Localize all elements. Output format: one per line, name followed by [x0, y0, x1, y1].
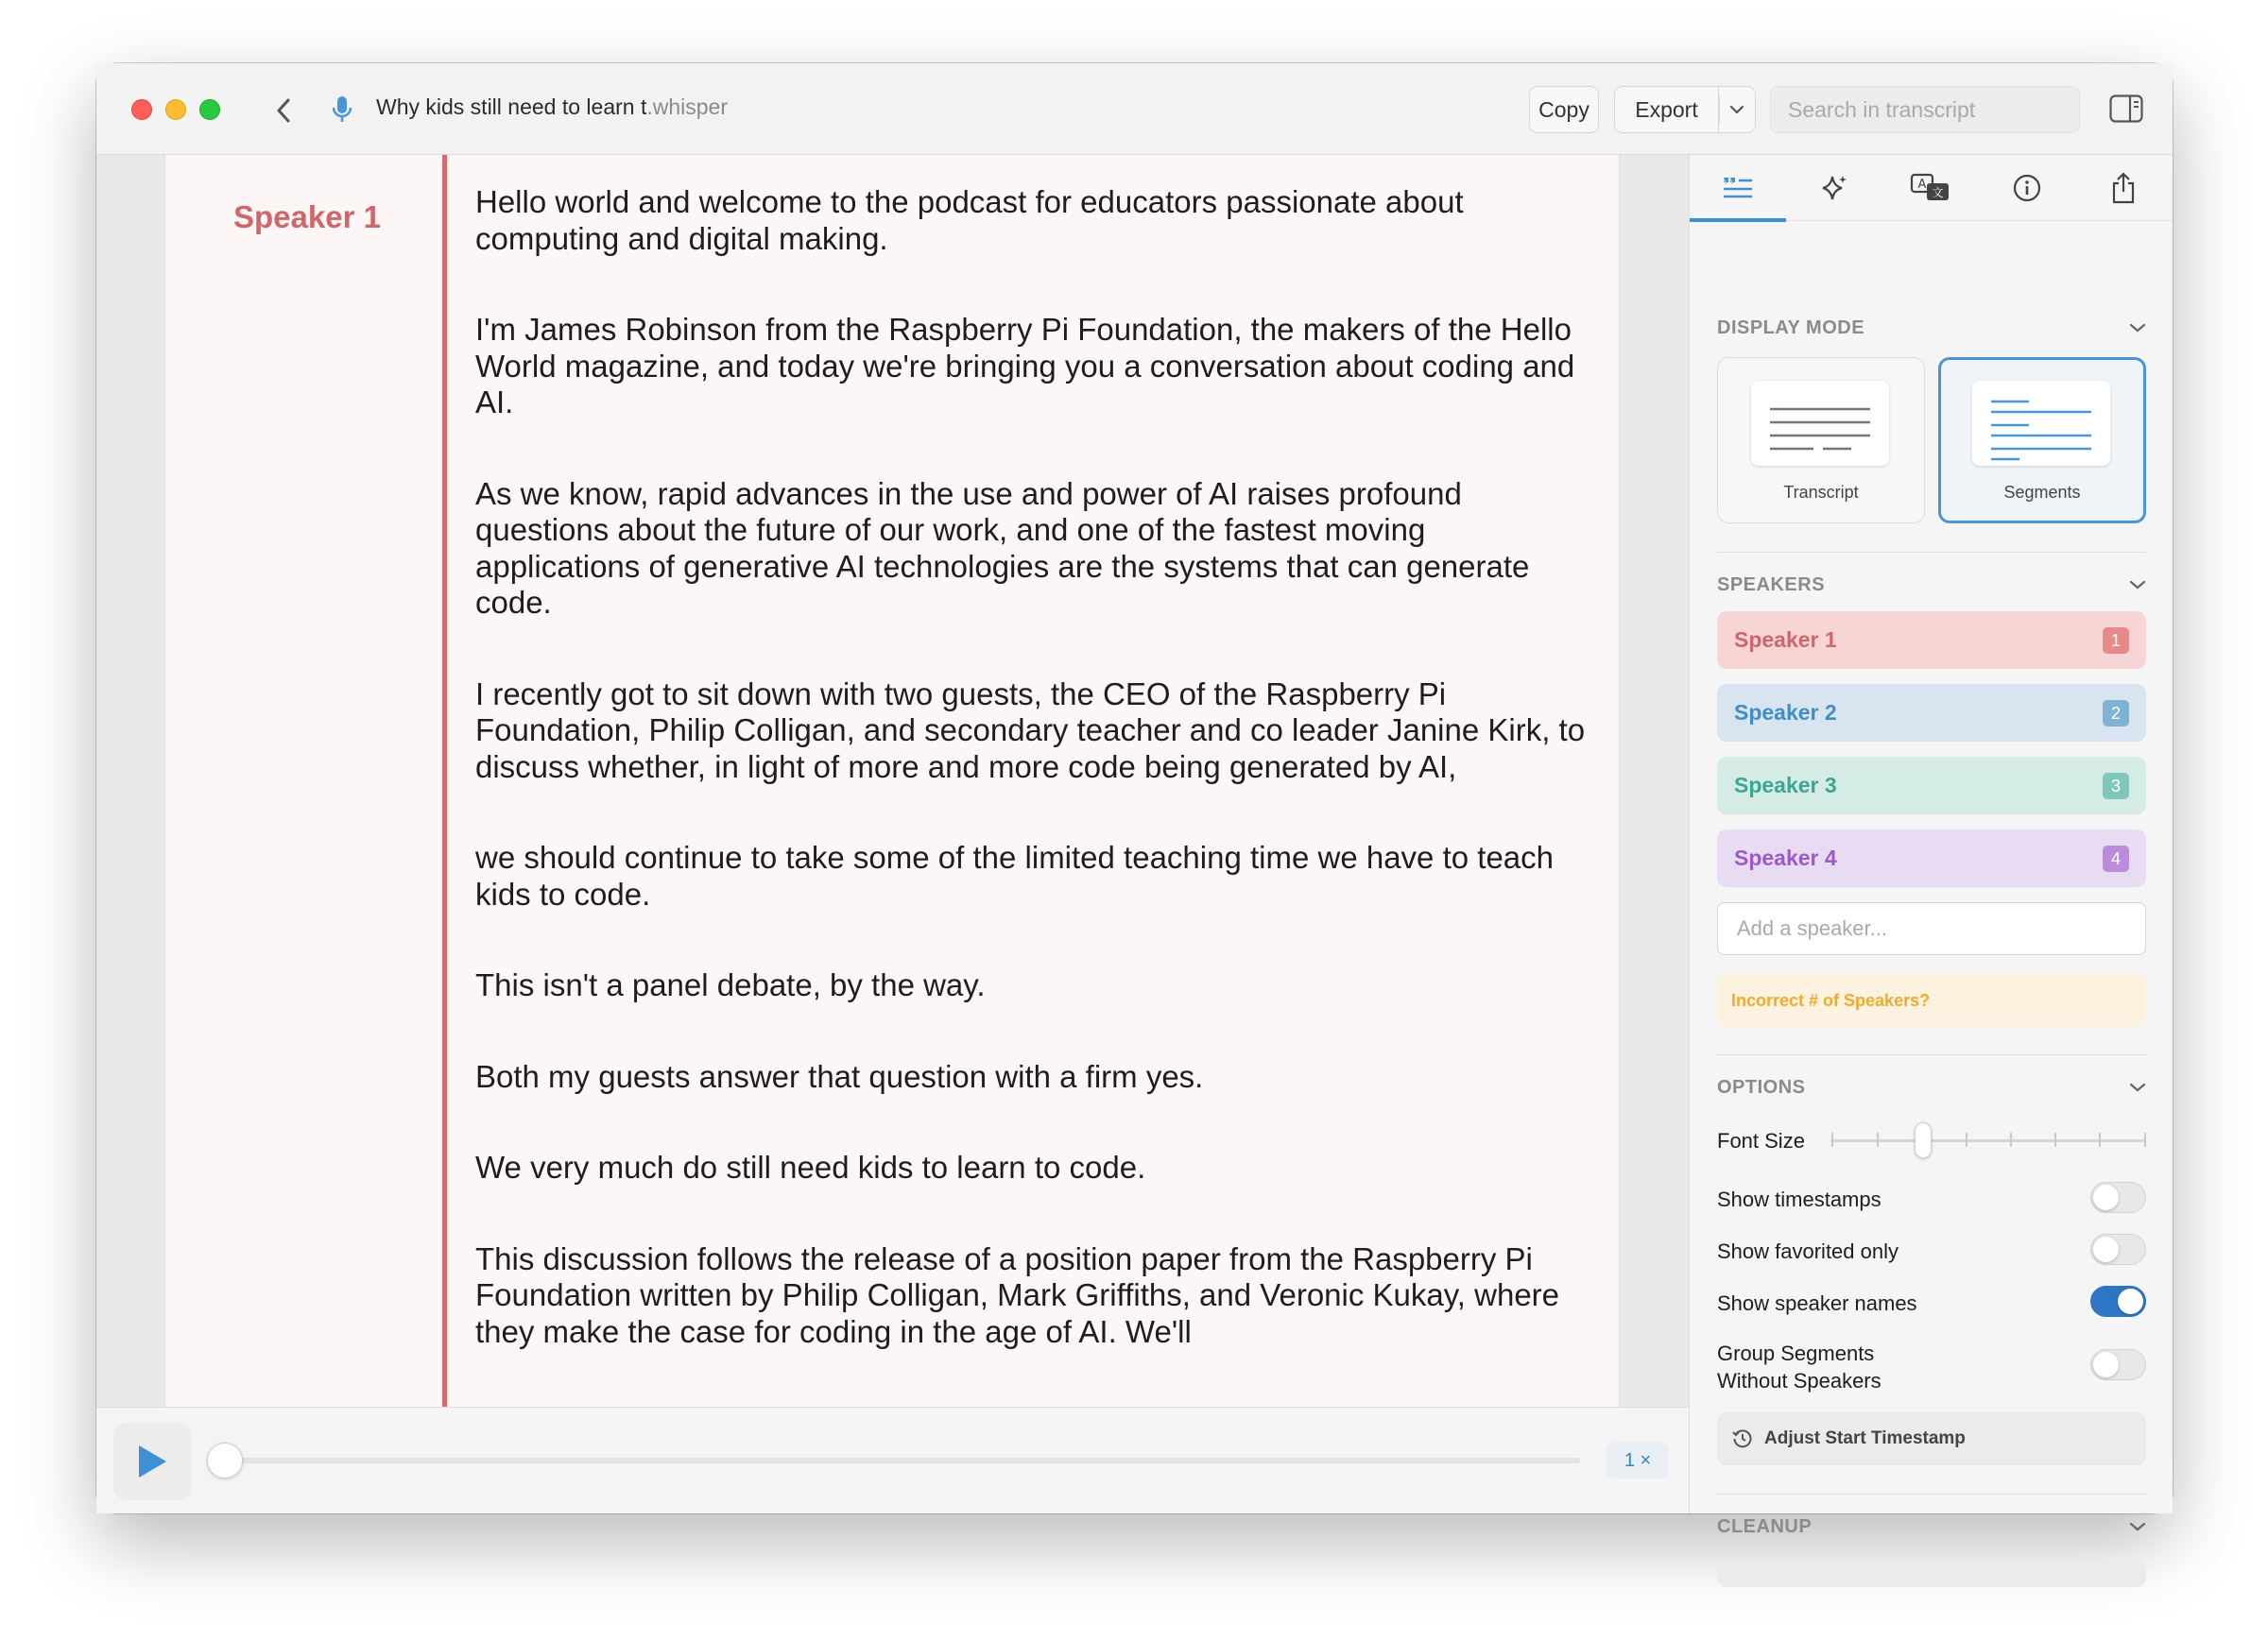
transcript-segment[interactable]: We very much do still need kids to learn to code.: [475, 1150, 1146, 1185]
display-mode-label: Segments: [2003, 483, 2081, 502]
options-header[interactable]: [1717, 1073, 2146, 1102]
speaker-item-label: Speaker 4: [1734, 846, 1837, 870]
svg-text:文: 文: [1932, 186, 1944, 199]
transcript-segment[interactable]: we should continue to take some of the limited teaching time we have to teach kids to code.: [475, 840, 1554, 912]
display-mode-header[interactable]: [1717, 314, 2146, 342]
display-mode-heading: DISPLAY MODE: [1717, 316, 1865, 338]
tab-ai[interactable]: [1786, 155, 1882, 221]
adjust-start-timestamp-button[interactable]: [1717, 1412, 2146, 1465]
speaker-badge: 1: [2103, 627, 2129, 654]
chevron-down-icon: [2129, 579, 2146, 590]
display-mode-segments[interactable]: [1938, 357, 2146, 523]
search-input[interactable]: [1770, 86, 2080, 133]
sparkles-icon: [1819, 173, 1849, 203]
transcript-segment[interactable]: I recently got to sit down with two guests, the CEO of the Raspberry Pi Foundation, Philip Colligan, and secondary teacher and co leader Janine Kirk, to discuss whether, in light of more and more code being generated by AI,: [475, 675, 1586, 784]
cleanup-heading: CLEANUP: [1717, 1515, 1813, 1537]
tab-share[interactable]: [2075, 155, 2172, 221]
zoom-window-button[interactable]: [199, 99, 220, 120]
speaker-item-label: Speaker 1: [1734, 627, 1837, 652]
chevron-down-icon: [2129, 1521, 2146, 1532]
chevron-down-icon: [1729, 105, 1744, 114]
sidebar-toggle-icon[interactable]: [2109, 94, 2143, 123]
tab-segments[interactable]: [1690, 155, 1786, 221]
incorrect-speakers-button[interactable]: Incorrect # of Speakers?: [1717, 974, 2146, 1027]
slider-tick: [1831, 1133, 1833, 1147]
tab-translate[interactable]: [1882, 155, 1979, 221]
export-menu-button[interactable]: [1718, 86, 1756, 133]
speaker-badge: 2: [2103, 700, 2129, 726]
show-timestamps-toggle[interactable]: [2090, 1182, 2146, 1213]
speaker-item-label: Speaker 3: [1734, 773, 1837, 797]
section-divider: [1717, 1494, 2146, 1495]
display-mode-label: Transcript: [1783, 483, 1859, 502]
group-segments-label: [1717, 1340, 1881, 1394]
add-speaker-input[interactable]: [1717, 902, 2146, 955]
tab-info[interactable]: [1979, 155, 2075, 221]
transcript-area: [96, 155, 1689, 1407]
speaker-badge: 3: [2103, 773, 2129, 799]
title-bar: [96, 63, 2173, 155]
back-button[interactable]: [265, 92, 302, 129]
document-title: Why kids still need to learn t.whisper: [376, 94, 728, 119]
section-divider: [1717, 1054, 2146, 1055]
options-heading: OPTIONS: [1717, 1076, 1806, 1098]
font-size-slider-knob[interactable]: [1915, 1122, 1932, 1158]
transcript-segment[interactable]: I'm James Robinson from the Raspberry Pi Foundation, the makers of the Hello World magazine, and today we're bringing you a conversation about coding and AI.: [475, 312, 1575, 419]
audio-player: [96, 1407, 1689, 1513]
speakers-heading: SPEAKERS: [1717, 573, 1826, 595]
chevron-down-icon: [2129, 1082, 2146, 1093]
minimize-window-button[interactable]: [165, 99, 186, 120]
clock-reset-icon: [1732, 1428, 1753, 1449]
speaker-item-3[interactable]: [1717, 757, 2146, 814]
font-size-label: Font Size: [1717, 1129, 1805, 1153]
playback-track[interactable]: [210, 1458, 1580, 1463]
transcript-segment[interactable]: Hello world and welcome to the podcast for educators passionate about computing and digital making.: [475, 184, 1464, 256]
share-icon: [2109, 171, 2138, 205]
group-segments-label-line2: Without Speakers: [1717, 1369, 1881, 1393]
microphone-icon: [331, 94, 353, 125]
display-mode-transcript[interactable]: [1717, 357, 1925, 523]
speakers-header[interactable]: [1717, 571, 2146, 599]
transcript-segment[interactable]: Both my guests answer that question with a firm yes.: [475, 1058, 1204, 1094]
show-speaker-names-toggle[interactable]: [2090, 1286, 2146, 1317]
close-window-button[interactable]: [131, 99, 152, 120]
inspector-panel: [1689, 155, 2173, 1537]
segment-list: [475, 184, 1586, 1496]
slider-tick: [1877, 1133, 1879, 1147]
translate-icon: [1910, 172, 1951, 204]
transcript-thumbnail: [1751, 381, 1889, 466]
show-speaker-names-label: Show speaker names: [1717, 1291, 1917, 1315]
playback-knob[interactable]: [207, 1443, 243, 1479]
slider-tick: [1966, 1133, 1967, 1147]
group-segments-label-line1: Group Segments: [1717, 1342, 1875, 1365]
transcript-segment[interactable]: This isn't a panel debate, by the way.: [475, 967, 986, 1002]
copy-button[interactable]: Copy: [1529, 86, 1599, 133]
section-divider: [1717, 552, 2146, 553]
segments-list-icon: [1721, 174, 1755, 202]
document-extension: .whisper: [646, 94, 728, 119]
cleanup-header[interactable]: [1717, 1513, 2146, 1541]
group-segments-toggle[interactable]: [2090, 1349, 2146, 1380]
transcript-segment[interactable]: This discussion follows the release of a position paper from the Raspberry Pi Foundation written by Philip Colligan, Mark Griffiths, and Veronic Kukay, where they make the case for coding in the age of AI. We'll: [475, 1240, 1560, 1349]
show-favorited-toggle[interactable]: [2090, 1234, 2146, 1265]
speaker-item-label: Speaker 2: [1734, 700, 1837, 725]
speaker-badge: 4: [2103, 846, 2129, 872]
transcript-segment[interactable]: As we know, rapid advances in the use and power of AI raises profound questions about the future of our work, and one of the fastest moving applications of generative AI technologies are the systems that can generate code.: [475, 475, 1530, 620]
speaker-color-bar: [442, 155, 447, 1407]
chevron-left-icon: [275, 97, 292, 124]
export-button[interactable]: Export: [1614, 86, 1718, 133]
cleanup-content: [1717, 1559, 2146, 1587]
show-favorited-label: Show favorited only: [1717, 1239, 1899, 1263]
info-icon: [2012, 173, 2042, 203]
speaker-item-4[interactable]: [1717, 829, 2146, 887]
speaker-item-1[interactable]: [1717, 611, 2146, 669]
segments-thumbnail: [1972, 381, 2110, 466]
app-window: [96, 63, 2173, 1537]
slider-tick: [2099, 1133, 2101, 1147]
adjust-start-timestamp-label: Adjust Start Timestamp: [1764, 1428, 1966, 1448]
slider-tick: [2010, 1133, 2012, 1147]
playback-speed-button[interactable]: 1 ×: [1606, 1443, 1669, 1479]
play-icon: [135, 1443, 169, 1480]
slider-tick: [2144, 1133, 2146, 1147]
chevron-down-icon: [2129, 322, 2146, 333]
slider-tick: [2054, 1133, 2056, 1147]
show-timestamps-label: Show timestamps: [1717, 1188, 1881, 1211]
play-button[interactable]: [113, 1423, 191, 1500]
speaker-item-2[interactable]: [1717, 684, 2146, 742]
transcript-page: [164, 155, 1620, 1407]
svg-text:A: A: [1917, 178, 1927, 192]
inspector-tabs: [1690, 155, 2173, 221]
speaker-name-label[interactable]: Speaker 1: [233, 199, 381, 234]
